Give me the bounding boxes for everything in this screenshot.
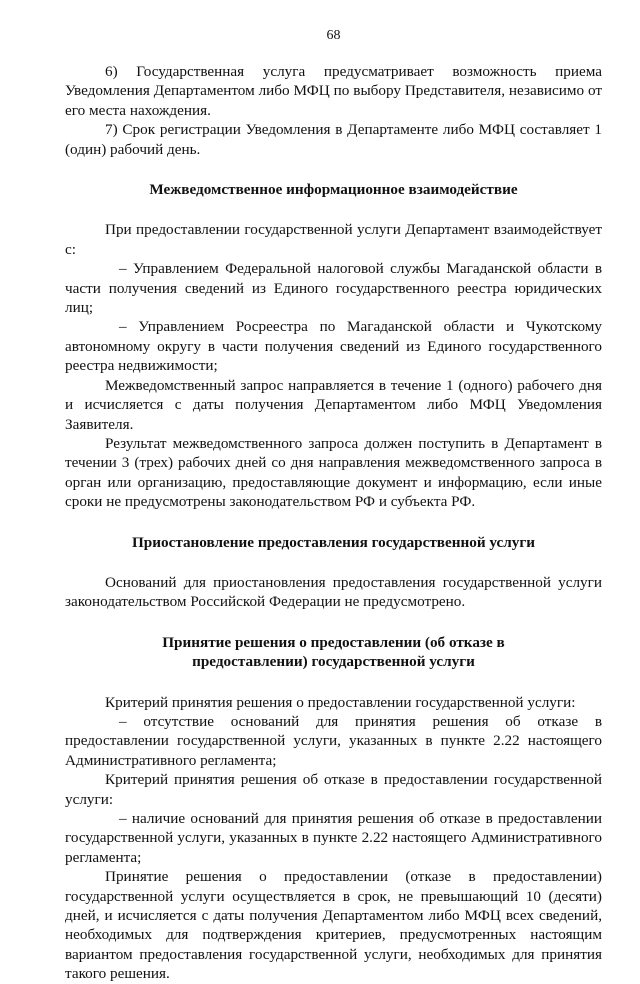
list-item-rosreestr: – Управлением Росреестра по Магаданской области и Чукотскому автономному округу в части получения сведений из Единого государственного реестра недвижимости; bbox=[65, 318, 602, 375]
paragraph-request-result: Результат межведомственного запроса должен поступить в Департамент в течении 3 (трех) рабочих дней со дня направления межведомственного запроса в орган или организацию, предоставляющие документ и информацию, если иные сроки не предусмотрены законодательством РФ и субъекта РФ. bbox=[65, 434, 602, 511]
section-heading-interaction: Межведомственное информационное взаимодействие bbox=[149, 181, 518, 199]
list-item-fns: – Управлением Федеральной налоговой службы Магаданской области в части получения сведений из Единого государственного реестра юридических лиц; bbox=[65, 260, 602, 317]
list-item-criterion-grant: – отсутствие оснований для принятия решения об отказе в предоставлении государственной услуги, указанных в пункте 2.22 настоящего Административного регламента; bbox=[65, 712, 602, 769]
list-item-criterion-refusal: – наличие оснований для принятия решения об отказе в предоставлении государственной услуги, указанных в пункте 2.22 настоящего Административного регламента; bbox=[65, 810, 602, 866]
paragraph-suspension: Оснований для приостановления предоставления государственной услуги законодательством Российской Федерации не предусмотрено. bbox=[65, 573, 602, 611]
paragraph-interaction-intro: При предоставлении государственной услуги Департамент взаимодействует с: bbox=[65, 221, 602, 258]
paragraph-item-7: 7) Срок регистрации Уведомления в Департаменте либо МФЦ составляет 1 (один) рабочий день. bbox=[65, 121, 602, 158]
paragraph-request-term: Межведомственный запрос направляется в течение 1 (одного) рабочего дня и исчисляется с даты получения Департаментом либо МФЦ Уведомления Заявителя. bbox=[65, 376, 602, 433]
paragraph-criterion-refusal: Критерий принятия решения об отказе в предоставлении государственной услуги: bbox=[65, 771, 602, 808]
paragraph-decision-term: Принятие решения о предоставлении (отказе в предоставлении) государственной услуги осуществляется в срок, не превышающий 10 (десяти) дней, и исчисляется с даты получения Департаментом либо МФЦ всех сведений, необходимых для подтверждения критериев, предусмотренных настоящим вариантом предоставления государственной услуги, необходимых для принятия такого решения. bbox=[65, 868, 602, 983]
section-heading-suspension: Приостановление предоставления государственной услуги bbox=[131, 533, 536, 551]
paragraph-criterion-grant: Критерий принятия решения о предоставлении государственной услуги: bbox=[105, 693, 576, 711]
paragraph-item-6: 6) Государственная услуга предусматривает возможность приема Уведомления Департаментом либо МФЦ по выбору Представителя, независимо от его места нахождения. bbox=[65, 63, 602, 119]
page-number: 68 bbox=[326, 28, 341, 43]
section-heading-decision: Принятие решения о предоставлении (об отказе в предоставлении) государственной услуги bbox=[162, 633, 505, 671]
